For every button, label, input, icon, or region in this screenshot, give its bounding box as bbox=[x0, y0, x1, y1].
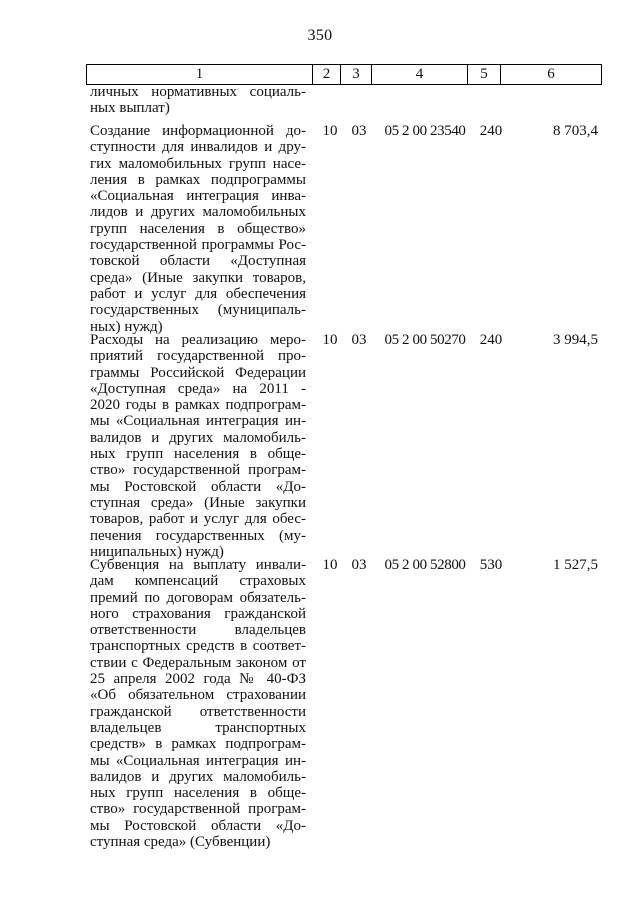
desc-line: ство» государственной програм- bbox=[90, 462, 306, 479]
header-col-2: 2 bbox=[313, 65, 341, 85]
desc-line: 2020 годы в рамках подпрограм- bbox=[90, 397, 306, 414]
desc-line: мы «Социальная интеграция ин- bbox=[90, 413, 306, 430]
table-row-3-description bbox=[90, 557, 306, 850]
table-row-2-subsection: 03 bbox=[351, 332, 367, 348]
desc-line: Субвенция на выплату инвали- bbox=[90, 557, 306, 573]
desc-line: мы «Социальная интеграция ин- bbox=[90, 752, 306, 769]
desc-line: мы Ростовской области «До- bbox=[90, 817, 306, 834]
desc-line: групп населения в общество» bbox=[90, 220, 306, 237]
desc-line: ступная среда» (Субвенции) bbox=[90, 834, 271, 851]
table-row-2-amount: 3 994,5 bbox=[553, 332, 598, 348]
desc-line: валидов и других маломобиль- bbox=[90, 429, 306, 446]
desc-line: государственной программы Рос- bbox=[90, 237, 306, 254]
desc-line: среда» (Иные закупки товаров, bbox=[90, 269, 306, 286]
desc-line: дам компенсаций страховых bbox=[90, 573, 306, 590]
table-row-1-subsection: 03 bbox=[351, 123, 367, 139]
table-row-3-amount: 1 527,5 bbox=[553, 557, 598, 573]
desc-line: ных групп населения в обще- bbox=[90, 446, 306, 463]
desc-line: личных нормативных социаль- bbox=[90, 84, 306, 100]
desc-line: лидов и других маломобильных bbox=[90, 204, 306, 221]
desc-line: товаров, работ и услуг для обес- bbox=[90, 511, 306, 528]
table-row-3-expense-type: 530 bbox=[479, 557, 503, 573]
table-row-2-expense-type: 240 bbox=[479, 332, 503, 348]
table-row-1-amount: 8 703,4 bbox=[553, 123, 598, 139]
desc-line: ных групп населения в обще- bbox=[90, 785, 306, 802]
desc-line: государственных (муниципаль- bbox=[90, 302, 306, 319]
desc-line: гражданской ответственности bbox=[90, 703, 306, 720]
table-row-2-description bbox=[90, 332, 306, 560]
desc-line: Создание информационной до- bbox=[90, 123, 306, 139]
desc-line: ного страхования гражданской bbox=[90, 605, 306, 622]
desc-line: ления в рамках подпрограммы bbox=[90, 171, 306, 188]
desc-line: «Социальная интеграция инва- bbox=[90, 188, 306, 205]
header-col-5: 5 bbox=[468, 65, 501, 85]
desc-line: ствии с Федеральным законом от bbox=[90, 654, 306, 671]
desc-line: ступности для инвалидов и дру- bbox=[90, 139, 306, 156]
desc-line: печения государственных (му- bbox=[90, 527, 306, 544]
desc-line: ступная среда» (Иные закупки bbox=[90, 494, 306, 511]
table-row-3-target-article: 05 2 00 52800 bbox=[384, 557, 466, 573]
desc-line: ных) нужд) bbox=[90, 318, 163, 335]
desc-line: ных выплат) bbox=[90, 100, 170, 117]
desc-line: ответственности владельцев bbox=[90, 622, 306, 639]
table-row-2-target-article: 05 2 00 50270 bbox=[384, 332, 466, 348]
continuation-text bbox=[90, 84, 306, 117]
desc-line: премий по договорам обязатель- bbox=[90, 589, 306, 606]
desc-line: приятий государственной про- bbox=[90, 348, 306, 365]
desc-line: ниципальных) нужд) bbox=[90, 543, 224, 560]
table-row-1-section: 10 bbox=[322, 123, 338, 139]
page-number: 350 bbox=[307, 27, 333, 44]
desc-line: работ и услуг для обеспечения bbox=[90, 285, 306, 302]
desc-line: «Об обязательном страховании bbox=[90, 687, 306, 704]
desc-line: товской области «Доступная bbox=[90, 253, 306, 270]
desc-line: валидов и других маломобиль- bbox=[90, 768, 306, 785]
table-row-3-section: 10 bbox=[322, 557, 338, 573]
desc-line: средств» в рамках подпрограм- bbox=[90, 736, 306, 753]
desc-line: Расходы на реализацию меро- bbox=[90, 332, 306, 348]
desc-line: ство» государственной програм- bbox=[90, 801, 306, 818]
table-row-3-subsection: 03 bbox=[351, 557, 367, 573]
table-row-2-section: 10 bbox=[322, 332, 338, 348]
desc-line: гих маломобильных групп насе- bbox=[90, 155, 306, 172]
desc-line: «Доступная среда» на 2011 - bbox=[90, 380, 306, 397]
header-col-4: 4 bbox=[372, 65, 468, 85]
desc-line: 25 апреля 2002 года № 40-ФЗ bbox=[90, 671, 306, 688]
table-row-1-description bbox=[90, 123, 306, 335]
table-row-1-expense-type: 240 bbox=[479, 123, 503, 139]
table-row-1-target-article: 05 2 00 23540 bbox=[384, 123, 466, 139]
desc-line: владельцев транспортных bbox=[90, 719, 306, 736]
desc-line: мы Ростовской области «До- bbox=[90, 478, 306, 495]
header-col-6: 6 bbox=[501, 65, 602, 85]
header-col-1: 1 bbox=[87, 65, 313, 85]
desc-line: граммы Российской Федерации bbox=[90, 364, 306, 381]
header-col-3: 3 bbox=[341, 65, 372, 85]
desc-line: транспортных средств в соответ- bbox=[90, 638, 306, 655]
